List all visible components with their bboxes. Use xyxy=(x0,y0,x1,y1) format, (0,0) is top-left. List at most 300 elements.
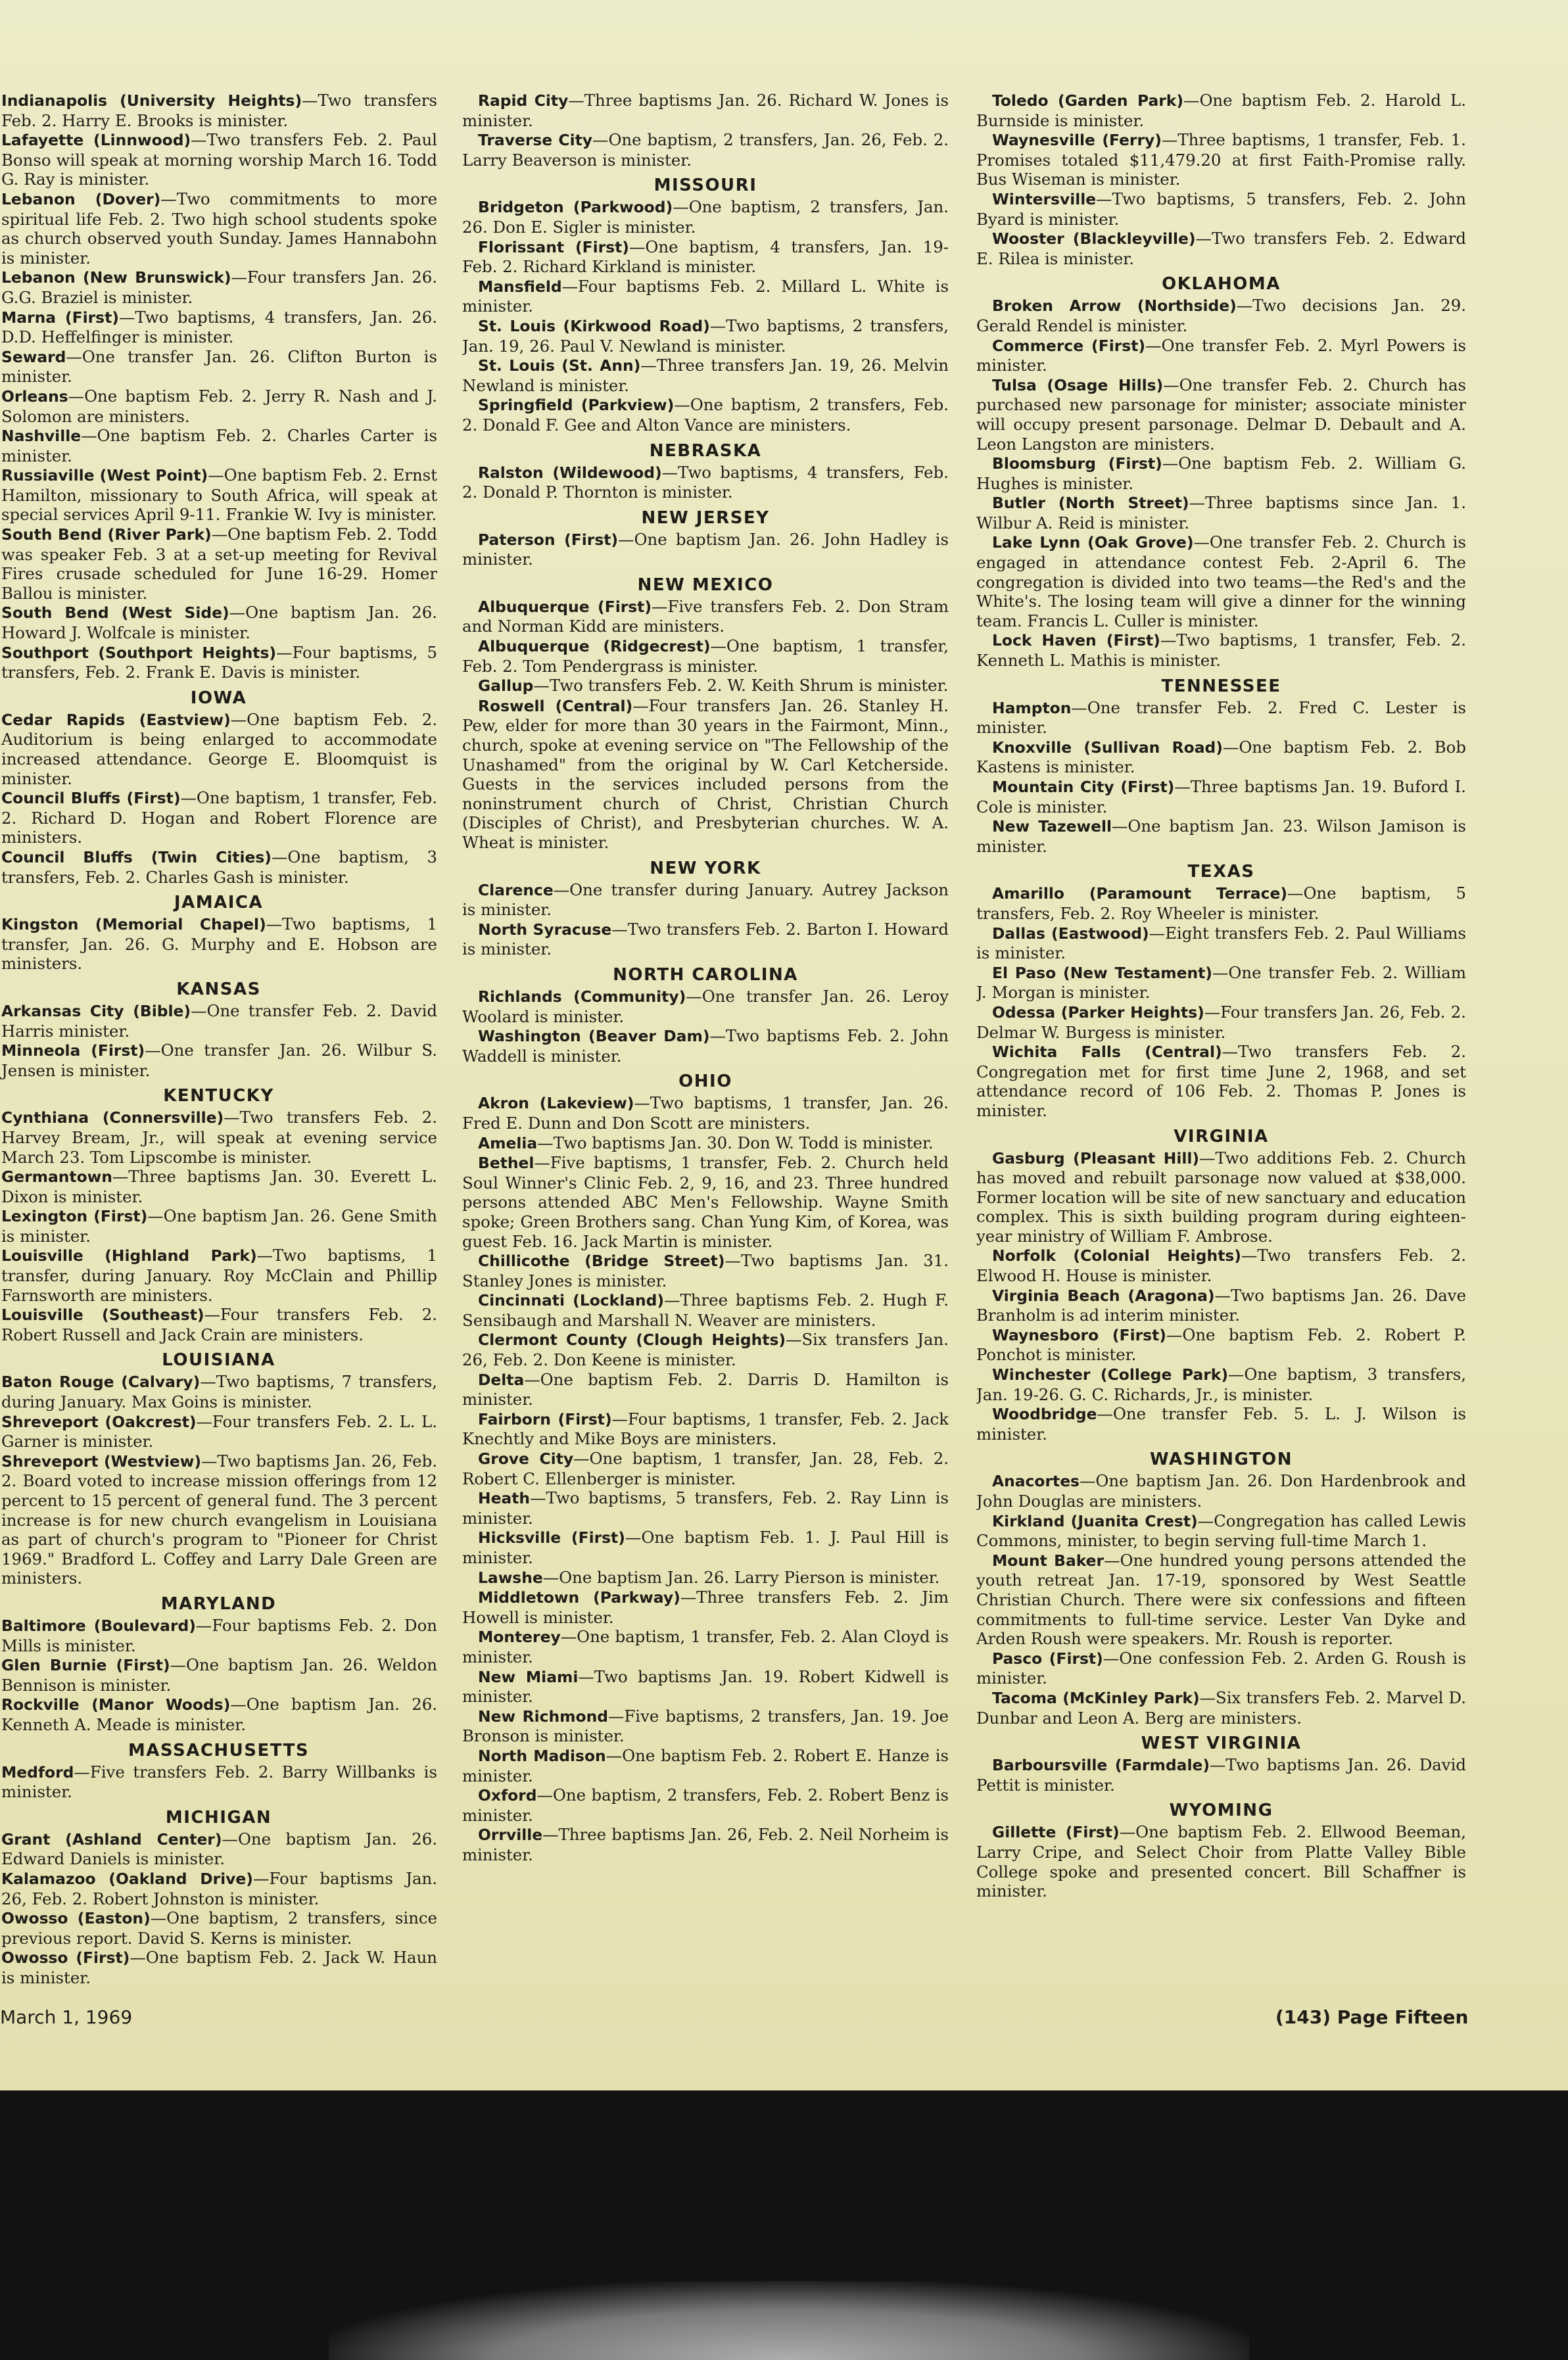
church-name: Kirkland (Juanita Crest) xyxy=(992,1511,1198,1530)
church-report-entry xyxy=(462,1825,949,1864)
church-report-entry xyxy=(0,189,437,268)
state-heading: MARYLAND xyxy=(160,1593,277,1614)
church-name: Lebanon (Dover) xyxy=(1,189,161,208)
church-name: Lake Lynn (Oak Grove) xyxy=(992,533,1194,552)
church-report-entry xyxy=(976,1148,1466,1246)
church-report-entry xyxy=(0,268,437,307)
church-name: Chillicothe (Bridge Street) xyxy=(478,1252,725,1271)
church-report-entry xyxy=(462,1488,949,1528)
report-text: —One baptism, 4 transfers, Jan. 19-Feb. 2. Richard Kirkland is minister. xyxy=(462,237,949,277)
church-name: Cynthiana (Connersville) xyxy=(1,1108,224,1127)
report-text: —Three baptisms Jan. 19. Buford I. Cole is minister. xyxy=(976,777,1466,816)
church-report-entry xyxy=(462,197,949,237)
report-text: —Four baptisms Feb. 2. Millard L. White is minister. xyxy=(462,276,949,316)
church-name: Southport (Southport Heights) xyxy=(1,643,277,662)
church-report-entry xyxy=(976,1286,1466,1325)
church-name: Traverse City xyxy=(478,131,593,150)
footer-date: March 1, 1969 xyxy=(0,2006,133,2028)
report-text: —Two baptisms Jan. 19. Robert Kidwell is minister. xyxy=(462,1666,949,1707)
church-report-entry xyxy=(0,1108,437,1167)
church-report-entry xyxy=(0,1412,437,1451)
church-report-entry xyxy=(976,532,1466,630)
column-3 xyxy=(976,91,1466,1997)
report-text: —One hundred young persons attended the youth retreat Jan. 17-19, sponsored by West Seattle Christian Church. There were six confessions and fifteen commitments to full-time service. Lester Van Dyke and Arden Roush were speakers. Mr. Roush is reporter. xyxy=(976,1550,1466,1649)
church-report-entry xyxy=(0,1246,437,1305)
church-report-entry xyxy=(462,696,949,853)
church-report-entry xyxy=(462,316,949,356)
church-name: Cedar Rapids (Eastview) xyxy=(1,710,231,729)
church-name: Glen Burnie (First) xyxy=(1,1656,170,1675)
report-text: —Two baptisms, 4 transfers, Jan. 26. D.D. Heffelfinger is minister. xyxy=(1,307,437,347)
report-text: —Five baptisms, 2 transfers, Jan. 19. Joe Bronson is minister. xyxy=(462,1706,949,1746)
church-report-entry xyxy=(976,1822,1466,1900)
church-name: Kalamazoo (Oakland Drive) xyxy=(1,1869,253,1888)
church-name: Bethel xyxy=(478,1154,535,1173)
report-text: —One baptism Feb. 2. Jerry R. Nash and J. Solomon are ministers. xyxy=(1,386,437,426)
report-text: —One baptism Jan. 26. John Hadley is minister. xyxy=(462,529,949,569)
church-name: Albuquerque (First) xyxy=(478,597,652,616)
church-report-entry xyxy=(0,347,437,387)
report-text: —Eight transfers Feb. 2. Paul Williams is minister. xyxy=(976,923,1466,963)
church-name: Knoxville (Sullivan Road) xyxy=(992,738,1223,757)
church-report-entry xyxy=(976,130,1466,189)
report-text: —One transfer Feb. 5. L. J. Wilson is minister. xyxy=(976,1404,1466,1444)
church-report-entry xyxy=(0,1451,437,1588)
footer-page-number: (143) Page Fifteen xyxy=(1275,2006,1469,2028)
report-text: —Two baptisms Jan. 31. Stanley Jones is minister. xyxy=(462,1251,949,1290)
church-name: Tacoma (McKinley Park) xyxy=(992,1688,1200,1707)
church-name: Roswell (Central) xyxy=(478,696,633,715)
report-text: —One baptism, 1 transfer, Feb. 2. Tom Pendergrass is minister. xyxy=(462,636,949,676)
report-text: —Two baptisms, 1 transfer, Jan. 26. G. Murphy and E. Hobson are ministers. xyxy=(1,914,437,974)
report-text: —One baptism, 3 transfers, Feb. 2. Charles Gash is minister. xyxy=(1,847,437,887)
report-text: —Two baptisms, 7 transfers, during January. Max Goins is minister. xyxy=(1,1372,437,1412)
state-heading: OHIO xyxy=(678,1072,732,1092)
church-report-entry xyxy=(0,710,437,788)
report-text: —One baptism Jan. 26. Don Hardenbrook and John Douglas are ministers. xyxy=(976,1471,1466,1511)
report-text: —Three baptisms Jan. 26. Richard W. Jones is minister. xyxy=(462,91,949,130)
church-report-entry xyxy=(976,884,1466,923)
church-name: Toledo (Garden Park) xyxy=(992,91,1184,110)
report-text: —Two baptisms, 5 transfers, Feb. 2. Ray Linn is minister. xyxy=(462,1488,949,1528)
report-text: —Three baptisms Feb. 2. Hugh F. Sensibaugh and Marshall N. Weaver are ministers. xyxy=(462,1290,949,1330)
state-heading: VIRGINIA xyxy=(1174,1126,1269,1146)
report-text: —One transfer Feb. 2. Myrl Powers is minister. xyxy=(976,335,1466,375)
church-report-entry xyxy=(462,1588,949,1627)
church-name: Broken Arrow (Northside) xyxy=(992,296,1237,316)
church-report-entry xyxy=(976,375,1466,454)
church-name: Waynesboro (First) xyxy=(992,1325,1166,1344)
report-text: —One transfer Jan. 26. Wilbur S. Jensen is minister. xyxy=(1,1041,437,1080)
church-report-entry xyxy=(462,356,949,395)
church-name: Indianapolis (University Heights) xyxy=(1,91,302,110)
church-report-entry xyxy=(0,91,437,130)
church-name: Commerce (First) xyxy=(992,336,1146,355)
church-report-entry xyxy=(976,1649,1466,1688)
church-name: Owosso (First) xyxy=(1,1948,130,1968)
report-text: —Two baptisms Feb. 2. John Waddell is minister. xyxy=(462,1026,949,1066)
church-name: North Madison xyxy=(478,1746,606,1765)
report-text: —One baptism Feb. 2. Todd was speaker Feb. 3 at a set-up meeting for Revival Fires crusade scheduled for June 16-29. Homer Ballou is minister. xyxy=(1,525,437,603)
church-report-entry xyxy=(976,1471,1466,1511)
church-report-entry xyxy=(976,738,1466,777)
church-name: Rapid City xyxy=(478,91,569,110)
church-name: Springfield (Parkview) xyxy=(478,396,675,415)
church-report-entry xyxy=(462,1370,949,1409)
report-text: —Two baptisms, 5 transfers, Feb. 2. John Byard is minister. xyxy=(976,189,1466,229)
report-text: —Three baptisms Jan. 30. Everett L. Dixon is minister. xyxy=(1,1167,437,1206)
state-heading: KENTUCKY xyxy=(163,1086,274,1106)
report-text: —Two baptisms, 1 transfer, during January. Roy McClain and Phillip Farnsworth are ministers. xyxy=(1,1246,437,1305)
church-report-entry xyxy=(976,1755,1466,1795)
report-text: —One baptism, 1 transfer, Feb. 2. Alan Cloyd is minister. xyxy=(462,1627,949,1666)
state-heading: JAMAICA xyxy=(174,893,264,913)
church-report-entry xyxy=(0,643,437,682)
church-report-entry xyxy=(462,1026,949,1066)
church-report-entry xyxy=(0,1041,437,1080)
report-text: —One baptism Jan. 23. Wilson Jamison is minister. xyxy=(976,816,1466,856)
church-name: Shreveport (Oakcrest) xyxy=(1,1412,197,1431)
church-name: Odessa (Parker Heights) xyxy=(992,1003,1204,1022)
background-fabric xyxy=(329,2281,1249,2360)
report-text: —One baptism, 2 transfers, Jan. 26, Feb. 2. Larry Beaverson is minister. xyxy=(462,130,949,170)
church-report-entry xyxy=(0,788,437,847)
report-text: —One transfer Feb. 2. Church is engaged in attendance contest Feb. 2-April 6. The congregation is divided into two teams—the Red's and the White's. The losing team will give a dinner for the winning team. Francis L. Culler is minister. xyxy=(976,532,1466,630)
church-name: Wooster (Blackleyville) xyxy=(992,229,1196,248)
church-report-entry xyxy=(0,847,437,887)
report-text: —One baptism Feb. 2. Ernst Hamilton, missionary to South Africa, will speak at special services April 9-11. Frankie W. Ivy is minister. xyxy=(1,465,437,525)
church-name: Barboursville (Farmdale) xyxy=(992,1756,1210,1775)
report-text: —Two decisions Jan. 29. Gerald Rendel is minister. xyxy=(976,296,1466,335)
church-name: Woodbridge xyxy=(992,1405,1097,1424)
church-name: Clermont County (Clough Heights) xyxy=(478,1331,786,1350)
church-name: Lexington (First) xyxy=(1,1207,148,1226)
report-text: —One transfer Jan. 26. Leroy Woolard is minister. xyxy=(462,986,949,1026)
church-name: Amarillo (Paramount Terrace) xyxy=(992,884,1288,903)
church-report-entry xyxy=(462,597,949,636)
report-text: —Four transfers Jan. 26, Feb. 2. Delmar W. Burgess is minister. xyxy=(976,1002,1466,1042)
report-text: —Two baptisms Jan. 26. David Pettit is minister. xyxy=(976,1755,1466,1795)
report-text: —Two commitments to more spiritual life Feb. 2. Two high school students spoke as church observed youth Sunday. James Hannabohn is minister. xyxy=(1,189,437,268)
church-name: Norfolk (Colonial Heights) xyxy=(992,1246,1241,1265)
church-name: Clarence xyxy=(478,880,554,899)
state-heading: MISSOURI xyxy=(653,176,757,196)
state-heading: WEST VIRGINIA xyxy=(1141,1734,1302,1754)
church-name: Tulsa (Osage Hills) xyxy=(992,375,1164,394)
state-heading: WYOMING xyxy=(1169,1801,1273,1821)
church-name: Pasco (First) xyxy=(992,1649,1103,1668)
church-report-entry xyxy=(462,1449,949,1488)
report-text: —One baptism, 2 transfers, since previous report. David S. Kerns is minister. xyxy=(1,1908,437,1948)
church-name: Wintersville xyxy=(992,189,1097,208)
church-name: Bloomsburg (First) xyxy=(992,454,1162,473)
church-name: South Bend (West Side) xyxy=(1,603,229,623)
church-name: Gillette (First) xyxy=(992,1823,1120,1842)
church-report-entry xyxy=(462,1707,949,1746)
church-report-entry xyxy=(462,395,949,435)
report-text: —One baptism, 1 transfer, Feb. 2. Richard D. Hogan and Robert Florence are ministers. xyxy=(1,788,437,847)
report-text: —One baptism Jan. 26. Gene Smith is minister. xyxy=(1,1206,437,1246)
report-text: —Five baptisms, 1 transfer, Feb. 2. Church held Soul Winner's Clinic Feb. 2, 9, 16, and 23. Three hundred persons attended ABC Men's Fellowship. Wayne Smith spoke; Green Brothers sang. Chan Yung Kim, of Korea, was guest Feb. 16. Jack Martin is minister. xyxy=(462,1153,949,1251)
report-text: —One transfer Feb. 2. Fred C. Lester is minister. xyxy=(976,697,1466,738)
report-text: —Two transfers Feb. 2. Barton I. Howard is minister. xyxy=(462,919,949,959)
church-name: Medford xyxy=(1,1762,74,1782)
report-text: —One baptism, 1 transfer, Jan. 28, Feb. 2. Robert C. Ellenberger is minister. xyxy=(462,1449,949,1488)
report-text: —One baptism Jan. 26. Howard J. Wolfcale is minister. xyxy=(1,603,437,643)
church-report-entry xyxy=(0,914,437,974)
church-report-entry xyxy=(976,1688,1466,1728)
church-report-entry xyxy=(0,1655,437,1695)
church-name: St. Louis (Kirkwood Road) xyxy=(478,316,710,335)
church-name: Wichita Falls (Central) xyxy=(992,1043,1222,1062)
church-report-entry xyxy=(976,1042,1466,1120)
church-name: Cincinnati (Lockland) xyxy=(478,1291,665,1310)
report-text: —Four transfers Jan. 26. Stanley H. Pew, elder for more than 30 years in the Fairmont, Minn., church, spoke at evening service on "The Fellowship of the Unashamed" from the original by W. Carl Ketcherside. Guests in the services included persons from the noninstrument church of Christ, Christian Church (Disciples of Christ), and Presbyterian churches. W. A. Wheat is minister. xyxy=(462,696,949,852)
church-report-entry xyxy=(976,1003,1466,1042)
report-text: —One baptism Feb. 2. Charles Carter is minister. xyxy=(1,426,437,465)
church-name: Fairborn (First) xyxy=(478,1409,612,1428)
report-text: —One baptism Feb. 2. Auditorium is being enlarged to accommodate increased attendance. George E. Bloomquist is minister. xyxy=(1,709,437,788)
church-report-entry xyxy=(462,987,949,1026)
report-text: —Two baptisms, 1 transfer, Jan. 26. Fred E. Dunn and Don Scott are ministers. xyxy=(462,1093,949,1133)
church-report-entry xyxy=(462,1746,949,1785)
church-report-entry xyxy=(462,237,949,277)
church-report-entry xyxy=(976,1551,1466,1649)
report-text: —One baptism Feb. 2. Bob Kastens is minister. xyxy=(976,737,1466,777)
church-report-entry xyxy=(976,189,1466,229)
church-name: Delta xyxy=(478,1370,525,1389)
church-name: North Syracuse xyxy=(478,920,612,939)
church-name: Council Bluffs (Twin Cities) xyxy=(1,847,272,866)
state-heading: NORTH CAROLINA xyxy=(613,964,798,985)
church-report-entry xyxy=(462,1409,949,1449)
column-1 xyxy=(0,91,437,1997)
report-text: —Two transfers Feb. 2. Elwood H. House is minister. xyxy=(976,1246,1466,1286)
church-name: Middletown (Parkway) xyxy=(478,1588,680,1607)
state-heading: LOUISIANA xyxy=(162,1350,275,1371)
report-text: —Two transfers Feb. 2. Paul Bonso will speak at morning worship March 16. Todd G. Ray is minister. xyxy=(1,130,437,189)
church-name: Richlands (Community) xyxy=(478,987,686,1006)
church-name: Orleans xyxy=(1,387,68,406)
report-text: —Four transfers Feb. 2. Robert Russell and Jack Crain are ministers. xyxy=(1,1305,437,1344)
church-name: Mansfield xyxy=(478,277,562,296)
church-report-entry xyxy=(0,1001,437,1041)
report-text: —Four baptisms, 1 transfer, Feb. 2. Jack Knechtly and Mike Boys are ministers. xyxy=(462,1409,949,1449)
church-name: Louisville (Highland Park) xyxy=(1,1246,257,1265)
church-report-entry xyxy=(462,1251,949,1290)
state-heading: NEW YORK xyxy=(650,858,761,878)
church-name: Florissant (First) xyxy=(478,237,629,256)
church-report-entry xyxy=(462,1528,949,1567)
church-name: Oxford xyxy=(478,1786,537,1805)
state-heading: OKLAHOMA xyxy=(1162,274,1281,295)
church-name: Monterey xyxy=(478,1628,561,1647)
church-name: New Tazewell xyxy=(992,817,1112,836)
church-name: Grove City xyxy=(478,1450,574,1469)
church-report-entry xyxy=(976,1365,1466,1404)
church-name: Winchester (College Park) xyxy=(992,1365,1229,1384)
state-heading: MICHIGAN xyxy=(165,1807,272,1828)
church-name: Waynesville (Ferry) xyxy=(992,131,1162,150)
church-name: Louisville (Southeast) xyxy=(1,1306,204,1325)
report-text: —Two transfers Feb. 2. Edward E. Rilea is minister. xyxy=(976,229,1466,268)
church-report-entry xyxy=(0,1948,437,1987)
church-name: Gallup xyxy=(478,676,534,696)
report-text: —Four transfers Jan. 26. G.G. Braziel is minister. xyxy=(1,268,437,307)
report-text: —Two baptisms, 4 transfers, Feb. 2. Donald P. Thornton is minister. xyxy=(462,462,949,502)
church-name: Kingston (Memorial Chapel) xyxy=(1,915,266,934)
report-text: —Two transfers Feb. 2. Harry E. Brooks is minister. xyxy=(1,91,437,130)
church-name: Nashville xyxy=(1,427,82,446)
state-heading: NEW JERSEY xyxy=(641,507,770,528)
church-name: Heath xyxy=(478,1489,531,1508)
church-name: Orrville xyxy=(478,1826,543,1845)
church-report-entry xyxy=(0,525,437,603)
church-report-entry xyxy=(462,277,949,316)
church-report-entry xyxy=(976,630,1466,670)
state-heading: TENNESSEE xyxy=(1161,676,1281,696)
church-report-entry xyxy=(0,1167,437,1206)
church-report-entry xyxy=(462,1568,949,1588)
church-name: New Miami xyxy=(478,1667,579,1686)
church-report-entry xyxy=(976,777,1466,816)
state-heading: KANSAS xyxy=(176,979,261,999)
church-name: Baton Rouge (Calvary) xyxy=(1,1373,201,1392)
church-report-entry xyxy=(462,920,949,959)
church-report-entry xyxy=(462,880,949,920)
church-name: Albuquerque (Ridgecrest) xyxy=(478,637,711,656)
church-name: Bridgeton (Parkwood) xyxy=(478,198,673,217)
church-report-entry xyxy=(462,530,949,569)
state-heading: NEW MEXICO xyxy=(637,575,774,595)
report-text: —One baptism Jan. 26. Weldon Bennison is minister. xyxy=(1,1655,437,1695)
report-text: —Two baptisms, 1 transfer, Feb. 2. Kenneth L. Mathis is minister. xyxy=(976,630,1466,671)
church-name: Russiaville (West Point) xyxy=(1,466,208,485)
church-name: Anacortes xyxy=(992,1472,1080,1491)
church-report-entry xyxy=(462,1330,949,1369)
church-report-entry xyxy=(976,924,1466,963)
church-report-entry xyxy=(0,1305,437,1344)
church-report-entry xyxy=(0,1829,437,1869)
church-report-entry xyxy=(0,1908,437,1948)
report-text: —One transfer Feb. 2. David Harris minister. xyxy=(1,1001,437,1041)
church-report-entry xyxy=(462,1785,949,1825)
report-text: —Six transfers Feb. 2. Marvel D. Dunbar and Leon A. Berg are ministers. xyxy=(976,1687,1466,1728)
church-report-entry xyxy=(0,1372,437,1411)
church-name: Ralston (Wildewood) xyxy=(478,463,662,482)
report-text: —One baptism Feb. 2. Ellwood Beeman, Larry Cripe, and Select Choir from Platte Valley Bible College spoke and presented concert. Bill Schaffner is minister. xyxy=(976,1822,1466,1901)
church-report-entry xyxy=(462,1627,949,1666)
church-report-entry xyxy=(976,493,1466,532)
report-text: —Five transfers Feb. 2. Barry Willbanks is minister. xyxy=(1,1762,437,1802)
church-name: Mount Baker xyxy=(992,1551,1105,1570)
report-text: —Three baptisms since Jan. 1. Wilbur A. Reid is minister. xyxy=(976,493,1466,532)
church-report-entry xyxy=(462,1667,949,1707)
church-name: New Richmond xyxy=(478,1707,608,1726)
report-text: —Congregation has called Lewis Commons, minister, to begin serving full-time March 1. xyxy=(976,1511,1466,1551)
church-report-entry xyxy=(462,1290,949,1330)
church-name: Akron (Lakeview) xyxy=(478,1094,634,1113)
report-text: —Three transfers Feb. 2. Jim Howell is minister. xyxy=(462,1588,949,1627)
church-report-entry xyxy=(462,1133,949,1154)
report-text: —Three baptisms Jan. 26, Feb. 2. Neil Norheim is minister. xyxy=(462,1825,949,1864)
church-name: St. Louis (St. Ann) xyxy=(478,356,641,375)
church-name: Washington (Beaver Dam) xyxy=(478,1027,710,1046)
church-name: Council Bluffs (First) xyxy=(1,789,181,808)
church-report-entry xyxy=(462,130,949,170)
church-report-entry xyxy=(0,1206,437,1246)
church-name: Lebanon (New Brunswick) xyxy=(1,268,231,287)
church-report-entry xyxy=(462,676,949,696)
church-name: Owosso (Easton) xyxy=(1,1909,151,1928)
church-report-entry xyxy=(462,636,949,676)
report-text: —Six transfers Jan. 26, Feb. 2. Don Keene is minister. xyxy=(462,1330,949,1370)
church-name: Shreveport (Westview) xyxy=(1,1451,202,1471)
report-text: —Two transfers Feb. 2. W. Keith Shrum is minister. xyxy=(533,676,949,696)
church-name: Hampton xyxy=(992,698,1072,717)
report-text: —Five transfers Feb. 2. Don Stram and Norman Kidd are ministers. xyxy=(462,596,949,636)
report-text: —One transfer Feb. 2. William J. Morgan is minister. xyxy=(976,962,1466,1003)
church-name: Butler (North Street) xyxy=(992,494,1189,513)
church-name: El Paso (New Testament) xyxy=(992,963,1212,982)
report-text: —Four transfers Feb. 2. L. L. Garner is minister. xyxy=(1,1411,437,1451)
report-text: —Two transfers Feb. 2. Congregation met for first time June 2, 1968, and set attendance record of 106 Feb. 2. Thomas P. Jones is minister. xyxy=(976,1042,1466,1120)
church-report-entry xyxy=(0,465,437,525)
church-report-entry xyxy=(976,91,1466,130)
church-name: Paterson (First) xyxy=(478,530,619,549)
state-heading: NEBRASKA xyxy=(649,440,762,461)
church-name: South Bend (River Park) xyxy=(1,525,212,544)
report-text: —Two baptisms, 2 transfers, Jan. 19, 26. Paul V. Newland is minister. xyxy=(462,316,949,356)
church-report-entry xyxy=(462,463,949,502)
church-report-entry xyxy=(0,1616,437,1655)
report-text: —One baptism Jan. 26. Larry Pierson is minister. xyxy=(542,1567,940,1587)
report-text: —Four baptisms Feb. 2. Don Mills is minister. xyxy=(1,1615,437,1655)
church-report-entry xyxy=(976,963,1466,1003)
church-report-entry xyxy=(0,1762,437,1802)
report-text: —One baptism Feb. 2. Robert E. Hanze is minister. xyxy=(462,1745,949,1785)
church-report-entry xyxy=(976,296,1466,335)
report-text: —Two baptisms Jan. 30. Don W. Todd is minister. xyxy=(537,1133,934,1152)
church-report-entry xyxy=(0,130,437,189)
church-name: Rockville (Manor Woods) xyxy=(1,1695,231,1714)
church-name: Amelia xyxy=(478,1133,538,1152)
church-name: Grant (Ashland Center) xyxy=(1,1829,222,1849)
church-name: Germantown xyxy=(1,1168,112,1187)
church-name: Lafayette (Linnwood) xyxy=(1,131,191,150)
church-name: Gasburg (Pleasant Hill) xyxy=(992,1148,1200,1168)
state-heading: TEXAS xyxy=(1187,862,1255,882)
state-heading: WASHINGTON xyxy=(1149,1450,1293,1470)
church-report-entry xyxy=(976,1246,1466,1285)
church-report-entry xyxy=(976,336,1466,375)
report-text: —Two baptisms Jan. 26, Feb. 2. Board voted to increase mission offerings from 12 percent to 15 percent of general fund. The 3 percent increase is for new church evangelism in Louisiana as part of church's program to "Pioneer for Christ 1969." Bradford L. Coffey and Larry Dale Green are ministers. xyxy=(1,1451,437,1588)
report-text: —One transfer Feb. 2. Church has purchased new parsonage for minister; associate minister will occupy present parsonage. Delmar D. Debault and A. Leon Langston are ministers. xyxy=(976,375,1466,454)
church-name: Dallas (Eastwood) xyxy=(992,924,1149,943)
report-text: —One baptism, 2 transfers, Jan. 26. Don E. Sigler is minister. xyxy=(462,197,949,237)
state-heading: IOWA xyxy=(190,688,247,708)
church-report-entry xyxy=(976,1404,1466,1444)
church-report-entry xyxy=(0,1869,437,1908)
report-text: —One baptism Feb. 2. Harold L. Burnside is minister. xyxy=(976,91,1466,130)
church-report-entry xyxy=(0,1695,437,1734)
church-name: Arkansas City (Bible) xyxy=(1,1001,191,1020)
church-report-entry xyxy=(462,1153,949,1251)
report-text: —One baptism, 2 transfers, Feb. 2. Robert Benz is minister. xyxy=(462,1785,949,1825)
report-text: —One baptism Feb. 2. William G. Hughes is minister. xyxy=(976,454,1466,493)
church-report-entry xyxy=(0,387,437,426)
report-text: —Three transfers Jan. 19, 26. Melvin Newland is minister. xyxy=(462,356,949,395)
